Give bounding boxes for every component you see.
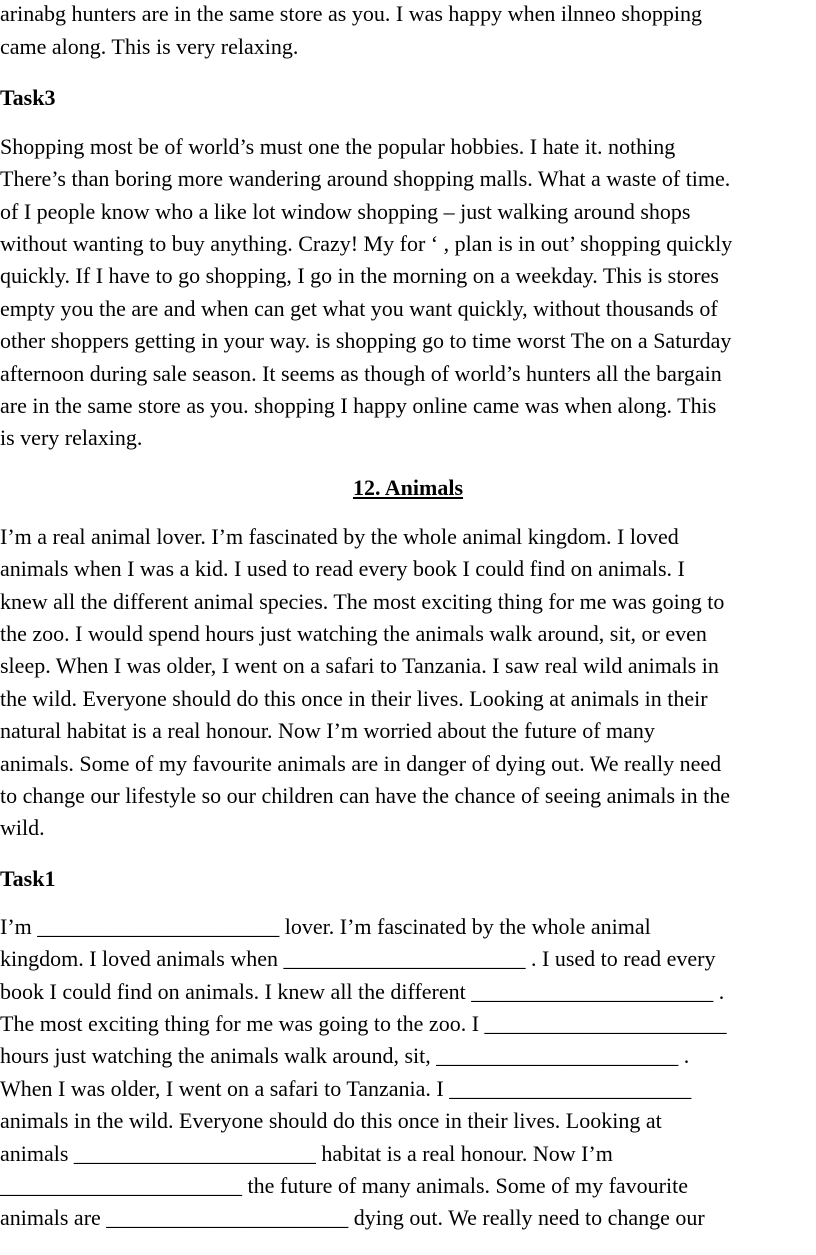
section-line: to change our lifestyle so our children can have the chance of seeing animals in the [0,783,731,808]
task3-line: without wanting to buy anything. Crazy! My for ‘ , plan is in out’ shopping quickly [0,231,733,256]
task3-line: afternoon during sale season. It seems as though of world’s hunters all the bargain [0,361,722,386]
task3-line: are in the same store as you. shopping I happy online came was when along. This [0,393,717,418]
task1-line: animals ______________________ habitat is a real honour. Now I’m [0,1141,613,1166]
task3-line: other shoppers getting in your way. is shopping go to time worst The on a Saturday [0,328,732,353]
section-line: natural habitat is a real honour. Now I’m worried about the future of many [0,718,655,743]
intro-line: arinabg hunters are in the same store as you. I was happy when ilnneo shopping [0,1,702,26]
section-line: wild. [0,815,45,840]
section-line: I’m a real animal lover. I’m fascinated by the whole animal kingdom. I loved [0,524,679,549]
task1-line: I’m ______________________ lover. I’m fascinated by the whole animal [0,914,651,939]
task3-line: is very relaxing. [0,425,143,450]
task1-line: book I could find on animals. I knew all the different ______________________ . [0,979,725,1004]
task1-line: kingdom. I loved animals when ______________________ . I used to read every [0,946,716,971]
task1-line: The most exciting thing for me was going to the zoo. I ______________________ [0,1011,727,1036]
task3-line: quickly. If I have to go shopping, I go in the morning on a weekday. This is stores [0,263,719,288]
task3-line: of I people know who a like lot window shopping – just walking around shops [0,199,691,224]
section-line: animals when I was a kid. I used to read every book I could find on animals. I [0,556,685,581]
section-line: knew all the different animal species. The most exciting thing for me was going to [0,589,725,614]
task3-heading: Task3 [0,85,56,110]
task1-line: hours just watching the animals walk around, sit, ______________________ . [0,1043,690,1068]
task3-line: Shopping most be of world’s must one the popular hobbies. I hate it. nothing [0,134,676,159]
task3-line: empty you the are and when can get what you want quickly, without thousands of [0,296,718,321]
task1-line: When I was older, I went on a safari to Tanzania. I ______________________ [0,1076,692,1101]
task1-line: ______________________ the future of many animals. Some of my favourite [0,1173,688,1198]
section-line: the wild. Everyone should do this once in their lives. Looking at animals in their [0,686,708,711]
task1-line: animals in the wild. Everyone should do this once in their lives. Looking at [0,1108,662,1133]
section-title: 12. Animals [352,475,464,500]
section-line: the zoo. I would spend hours just watching the animals walk around, sit, or even [0,621,707,646]
intro-line: came along. This is very relaxing. [0,34,299,59]
task3-line: There’s than boring more wandering around shopping malls. What a waste of time. [0,166,731,191]
section-line: sleep. When I was older, I went on a safari to Tanzania. I saw real wild animals in [0,653,719,678]
task1-line: animals are ______________________ dying out. We really need to change our [0,1205,705,1230]
section-line: animals. Some of my favourite animals are in danger of dying out. We really need [0,751,722,776]
task1-heading: Task1 [0,866,56,891]
